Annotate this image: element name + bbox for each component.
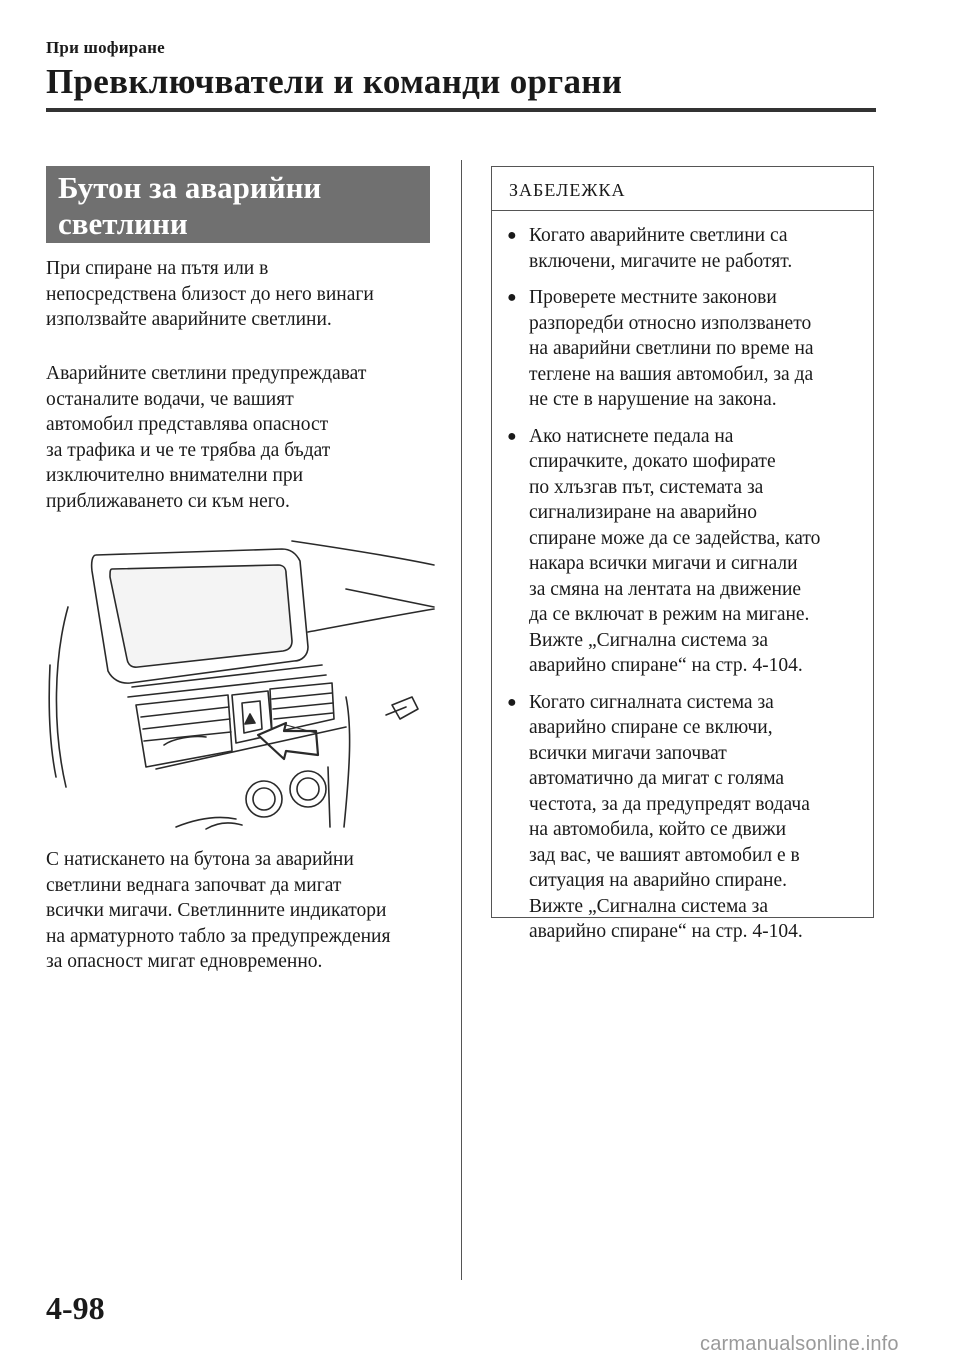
text-line: използвайте аварийните светлини. — [46, 309, 332, 330]
intro-paragraph — [46, 256, 436, 333]
text-line: за трафика и че те трябва да бъдат — [46, 439, 331, 461]
text-line: При спиране на пътя или в — [46, 258, 269, 279]
text-line: приближаването си към него. — [46, 490, 290, 512]
note-item — [492, 424, 873, 679]
text-line: Ако натиснете педала на — [529, 425, 734, 447]
note-box — [491, 166, 874, 942]
text-line: на аварийни светлини по време на — [529, 338, 814, 359]
text-line: изключително внимателни при — [46, 465, 304, 486]
press-arrow-icon — [258, 723, 318, 759]
text-line: спирачките, докато шофирате — [529, 451, 776, 472]
text-line: Когато сигналната система за — [529, 691, 774, 713]
page-number: 4-98 — [46, 1290, 105, 1326]
text-line: Когато аварийните светлини са — [529, 225, 788, 246]
chapter-title: Превключватели и команди органи — [46, 62, 623, 101]
note-item — [492, 690, 873, 945]
topic-title-line: Бутон за аварийни — [58, 170, 322, 205]
dashboard-illustration — [46, 537, 436, 832]
bullet-icon: ● — [507, 693, 517, 711]
text-line: не сте в нарушение на закона. — [529, 389, 777, 410]
bullet-icon: ● — [507, 289, 517, 306]
text-line: ситуация на аварийно спиране. — [529, 870, 788, 891]
text-line: зад вас, че вашият автомобил е в — [529, 844, 800, 866]
text-line: честота, за да предупредят водача — [529, 793, 810, 815]
text-line: на автомобила, който се движи — [529, 819, 787, 840]
text-line: останалите водачи, че вашият — [46, 388, 294, 410]
text-line: всички мигачи започват — [529, 742, 727, 764]
note-item — [492, 285, 873, 413]
knob-right — [290, 771, 326, 807]
text-line: теглене на вашия автомобил, за да — [529, 363, 814, 385]
note-heading: ЗАБЕЛЕЖКА — [492, 167, 873, 211]
center-display — [110, 565, 292, 667]
topic-title-line: светлини — [58, 206, 188, 241]
text-line: да се включат в режим на мигане. — [529, 604, 810, 625]
warning-paragraph — [46, 361, 436, 514]
text-line: за смяна на лентата на движение — [529, 578, 802, 600]
text-line: включени, мигачите не работят. — [529, 250, 793, 272]
bullet-icon: ● — [507, 427, 517, 445]
watermark: carmanualsonline.info — [700, 1333, 899, 1355]
text-line: непосредствена близост до него винаги — [46, 283, 374, 305]
text-line: на арматурното табло за предупреждения — [46, 925, 391, 947]
text-line: Вижте „Сигнална система за — [529, 629, 769, 651]
section-kicker: При шофиране — [46, 38, 165, 57]
text-line: аварийно спиране се включи, — [529, 717, 773, 738]
text-line: накара всички мигачи и сигнали — [529, 553, 798, 574]
note-list — [492, 211, 873, 945]
text-line: спиране може да се задейства, като — [529, 527, 821, 549]
text-line: аварийно спиране“ на стр. 4-104. — [529, 655, 803, 676]
column-divider — [461, 160, 462, 1280]
text-line: светлини веднага започват да мигат — [46, 874, 342, 896]
text-line: Проверете местните законови — [529, 287, 777, 308]
topic-banner — [46, 166, 430, 243]
text-line: сигнализиране на аварийно — [529, 502, 758, 523]
bullet-icon: ● — [507, 227, 517, 244]
text-line: Аварийните светлини предупреждават — [46, 363, 367, 384]
text-line: по хлъзгав път, системата за — [529, 476, 764, 498]
text-line: С натискането на бутона за аварийни — [46, 849, 354, 870]
text-line: аварийно спиране“ на стр. 4-104. — [529, 921, 803, 942]
knob-left — [246, 781, 282, 817]
operation-paragraph — [46, 847, 436, 975]
text-line: разпоредби относно използването — [529, 312, 812, 334]
text-line: за опасност мигат едновременно. — [46, 951, 323, 972]
text-line: автоматично да мигат с голяма — [529, 768, 785, 789]
text-line: автомобил представлява опасност — [46, 414, 329, 435]
note-item — [492, 223, 873, 274]
text-line: всички мигачи. Светлинните индикатори — [46, 900, 387, 921]
header-rule — [46, 108, 876, 112]
text-line: Вижте „Сигнална система за — [529, 895, 769, 917]
